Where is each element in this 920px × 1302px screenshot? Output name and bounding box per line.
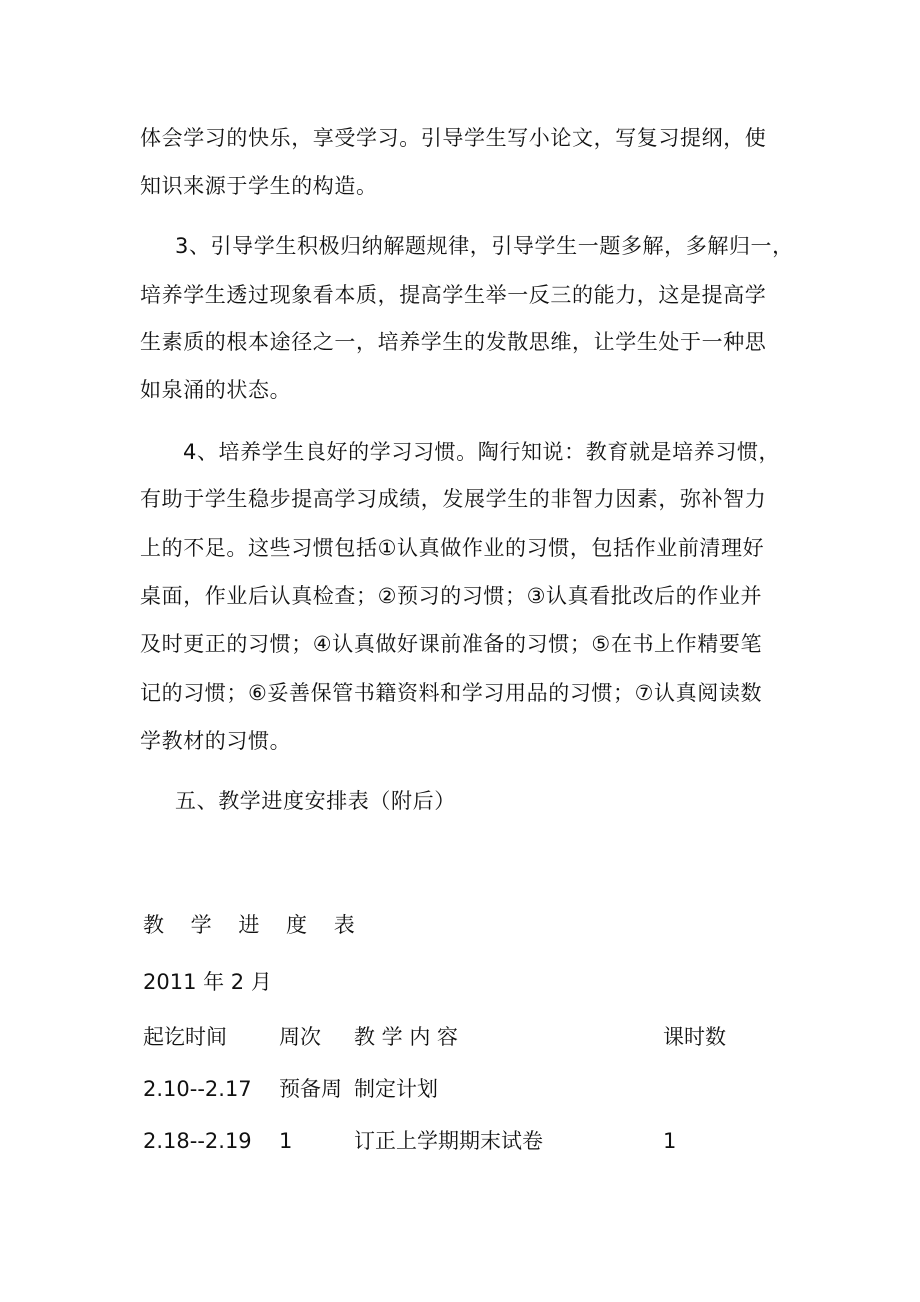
- header-week: 周次: [279, 1025, 321, 1049]
- row-content: 制定计划: [354, 1077, 438, 1101]
- section-heading: 五、教学进度安排表（附后）: [175, 789, 456, 813]
- paragraph-line: 3、引导学生积极归纳解题规律，引导学生一题多解，多解归一，: [175, 234, 794, 258]
- paragraph-line: 记的习惯；⑥妥善保管书籍资料和学习用品的习惯；⑦认真阅读数: [140, 681, 763, 705]
- row-week: 1: [279, 1129, 293, 1153]
- row-week: 预备周: [279, 1077, 342, 1101]
- row-hours: 1: [663, 1129, 677, 1153]
- header-time: 起讫时间: [143, 1025, 227, 1049]
- paragraph-line: 培养学生透过现象看本质，提高学生举一反三的能力，这是提高学: [140, 283, 767, 307]
- paragraph-line: 如泉涌的状态。: [140, 378, 292, 402]
- paragraph-line: 体会学习的快乐，享受学习。引导学生写小论文，写复习提纲，使: [140, 126, 767, 150]
- header-content: 教 学 内 容: [354, 1025, 459, 1049]
- row-content: 订正上学期期末试卷: [354, 1129, 543, 1153]
- paragraph-line: 及时更正的习惯；④认真做好课前准备的习惯；⑤在书上作精要笔: [140, 632, 763, 656]
- paragraph-line: 有助于学生稳步提高学习成绩，发展学生的非智力因素，弥补智力: [140, 487, 767, 511]
- paragraph-line: 生素质的根本途径之一，培养学生的发散思维，让学生处于一种思: [140, 330, 767, 354]
- paragraph-line: 桌面，作业后认真检查；②预习的习惯；③认真看批改后的作业并: [140, 584, 763, 608]
- paragraph-line: 知识来源于学生的构造。: [140, 174, 378, 198]
- header-hours: 课时数: [663, 1025, 726, 1049]
- row-time: 2.10--2.17: [143, 1077, 252, 1101]
- schedule-title: 教 学 进 度 表: [143, 913, 365, 937]
- schedule-month: 2011 年 2 月: [143, 970, 272, 994]
- paragraph-line: 上的不足。这些习惯包括①认真做作业的习惯，包括作业前清理好: [140, 536, 765, 560]
- paragraph-line: 4、培养学生良好的学习习惯。陶行知说：教育就是培养习惯，: [183, 440, 781, 464]
- paragraph-line: 学教材的习惯。: [140, 729, 292, 753]
- row-time: 2.18--2.19: [143, 1129, 252, 1153]
